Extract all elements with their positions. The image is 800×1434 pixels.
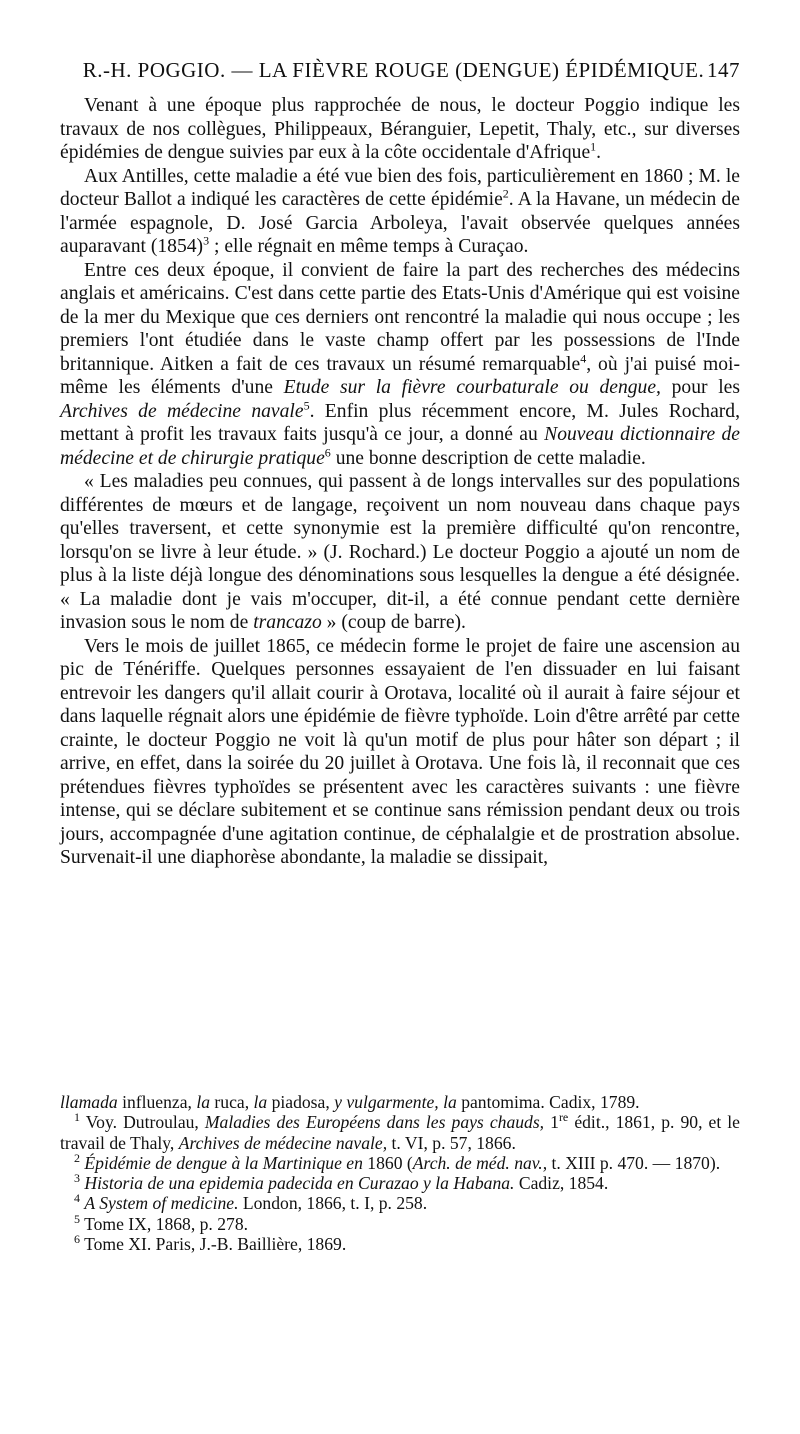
body-text bbox=[60, 94, 740, 870]
cited-journal: Archives de médecine navale bbox=[60, 400, 304, 422]
footnote-ref-2: 2 bbox=[502, 186, 509, 201]
footnote-2: $^2$ Épidémie de dengue à la Martinique en 1860 (Arch. de méd. nav., t. XIII p. 470. — 1870). bbox=[74, 1151, 721, 1173]
running-title: R.-H. POGGIO. — LA FIÈVRE ROUGE (DENGUE) ÉPIDÉMIQUE. bbox=[82, 58, 705, 82]
cited-title: Etude sur la fièvre courbaturale ou dengue, bbox=[283, 377, 661, 398]
page bbox=[60, 58, 740, 870]
paragraph-2: Aux Antilles, cette maladie a été vue bien des fois, particulièrement en 1860 ; M. le docteur Ballot a indiqué les caractères de cette épidémie$^2$. A la Havane, un médecin de l'armée espagnole, D. José Garcia Arboleya, l'avait observée quelques années auparavant $(1854)^3$ ; elle régnait en même temps à Curaçao. bbox=[60, 165, 741, 257]
footnote-ref-4: 4 bbox=[580, 350, 587, 365]
footnote-ref-3: 3 bbox=[203, 233, 210, 248]
paragraph-3: Entre ces deux époque, il convient de faire la part des recherches des médecins anglais et américains. C'est dans cette partie des Etats-Unis d'Amérique qui est voisine de la mer du Mexique que ces derniers ont rencontré la maladie qui nous occupe ; les premiers l'ont étudiée dans le vaste champ offert par les possessions de l'Inde britannique. Aitken a fait de ces travaux un résumé remarquable$^4$, où j'ai puisé moi-même les éléments d'une Etude sur la fièvre courbaturale ou dengue, pour les Archives de médecine navale$^5$. Enfin plus récemment encore, M. Jules Rochard, mettant à profit les travaux faits jusqu'à ce jour, a donné au Nouveau dictionnaire de médecine et de chirurgie pratique$^6$ une bonne description de cette maladie. bbox=[60, 259, 740, 469]
footnote-ref-5: 5 bbox=[303, 397, 310, 412]
footnote-1: $^1$ Voy. Dutroulau, Maladies des Européens dans les pays chauds, 1re édit., 1861, p. 90, et le travail de Thaly, Archives de médecine navale, t. VI, p. 57, 1866. bbox=[60, 1110, 740, 1153]
footnotes bbox=[60, 1092, 740, 1254]
footnote-ref-6: 6 bbox=[324, 444, 331, 459]
footnote-5: $^5$ Tome IX, 1868, p. 278. bbox=[74, 1211, 249, 1234]
cited-dictionary: Nouveau dictionnaire de médecine et de chirurgie pratique bbox=[60, 424, 740, 469]
page-number: 147 bbox=[707, 58, 740, 82]
footnote-3: $^3$ Historia de una epidemia padecida en Curazao y la Habana. Cadiz, 1854. bbox=[74, 1171, 609, 1194]
running-head bbox=[60, 58, 740, 94]
paragraph-4: « Les maladies peu connues, qui passent à de longs intervalles sur des populations différentes de mœurs et de langage, reçoivent un nom nouveau dans chaque pays qu'elles traversent, et cette synonymie est la première difficulté qu'on rencontre, lorsqu'on se livre à leur étude. » (J. Rochard.) Le docteur Poggio a ajouté un nom de plus à la liste déjà longue des dénominations sous lesquelles la dengue a été désignée. « La maladie dont je vais m'occuper, dit-il, a été connue pendant cette dernière invasion sous le nom de trancazo » (coup de barre). bbox=[60, 471, 740, 633]
footnote-4: $^4$ A System of medicine. London, 1866, t. I, p. 258. bbox=[74, 1191, 428, 1214]
footnote-continuation: llamada influenza, la ruca, la piadosa, y vulgarmente, la pantomima. Cadix, 1789. bbox=[60, 1092, 640, 1112]
paragraph-5: Vers le mois de juillet 1865, ce médecin forme le projet de faire une ascension au pic de Ténériffe. Quelques personnes essayaient de l'en dissuader en lui faisant entrevoir les dangers qu'il allait courir à Orotava, localité où il aurait à faire séjour et dans laquelle régnait alors une épidémie de fièvre typhoïde. Loin d'être arrêté par cette crainte, le docteur Poggio ne voit là qu'un motif de plus pour hâter son départ ; il arrive, en effet, dans la soirée du 20 juillet à Orotava. Une fois là, il reconnait que ces prétendues fièvres typhoïdes se présentent avec les caractères suivants : une fièvre intense, qui se déclare subitement et se continue sans rémission pendant deux ou trois jours, accompagnée d'une agitation continue, de céphalalgie et de prostration absolue. Survenait-il une diaphorèse abondante, la maladie se dissipait, bbox=[60, 635, 740, 868]
term-trancazo: trancazo bbox=[253, 612, 322, 633]
footnote-ref-1: 1 bbox=[590, 139, 597, 154]
paragraph-1: Venant à une époque plus rapprochée de nous, le docteur Poggio indique les travaux de nos collègues, Philippeaux, Béranguier, Lepetit, Thaly, etc., sur diverses épidémies de dengue suivies par eux à la côte occidentale d'Afrique$^1$. bbox=[60, 95, 740, 163]
footnote-6: $^6$ Tome XI. Paris, J.-B. Baillière, 1869. bbox=[74, 1232, 347, 1255]
